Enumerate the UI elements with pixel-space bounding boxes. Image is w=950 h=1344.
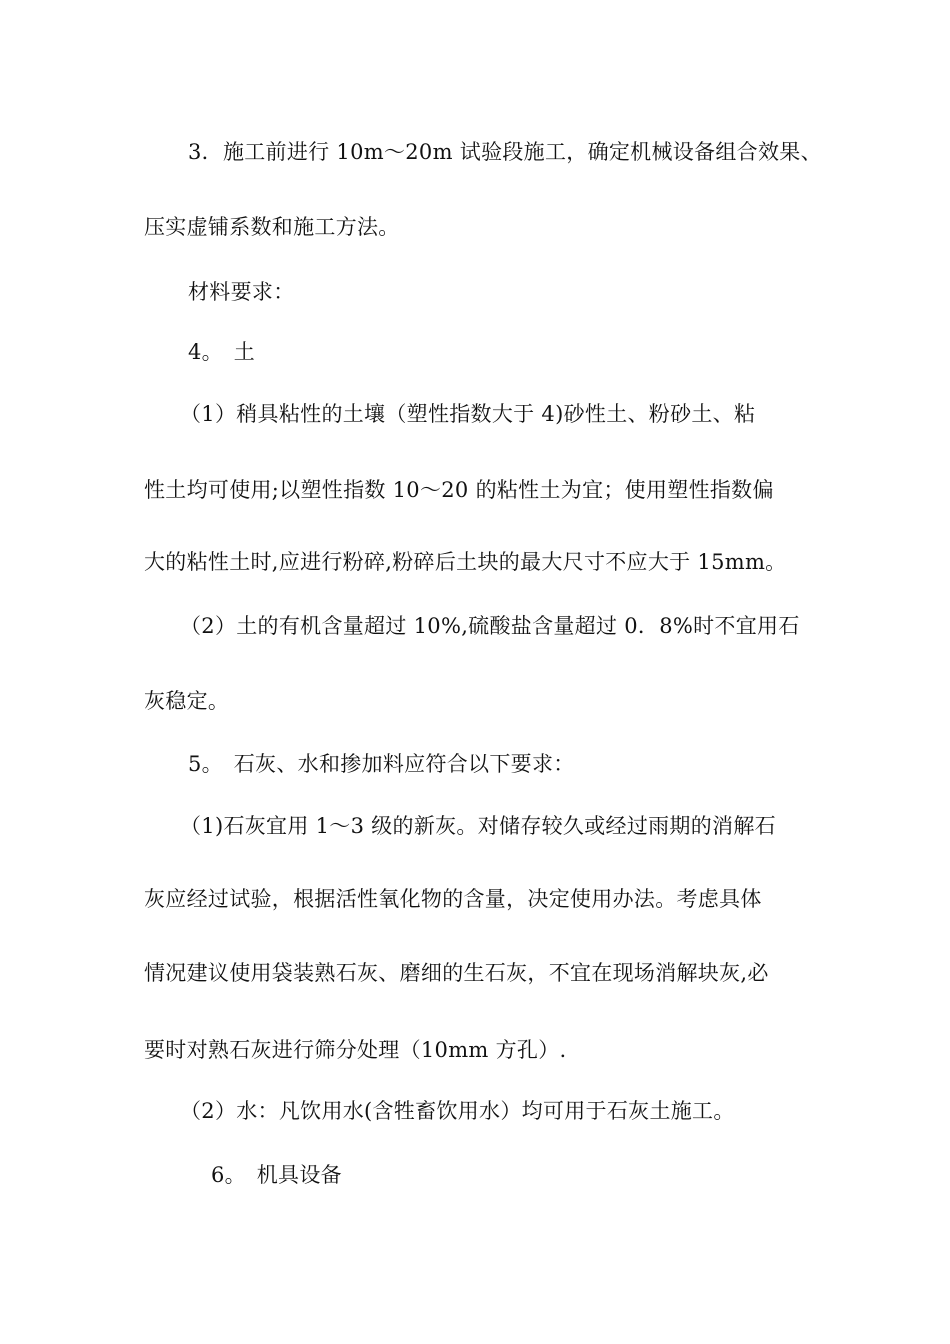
text-line: 灰稳定。 xyxy=(144,689,230,713)
text-line: 情况建议使用袋装熟石灰、磨细的生石灰，不宜在现场消解块灰,必 xyxy=(144,961,769,985)
text-line: 性土均可使用;以塑性指数 10～20 的粘性土为宜；使用塑性指数偏 xyxy=(144,478,774,502)
text-line: （1)石灰宜用 1～3 级的新灰。对储存较久或经过雨期的消解石 xyxy=(180,814,776,838)
section-heading: 5。 石灰、水和掺加料应符合以下要求： xyxy=(188,752,575,776)
text-line: 3．施工前进行 10m～20m 试验段施工，确定机械设备组合效果、 xyxy=(188,140,822,164)
section-heading: 6。 机具设备 xyxy=(211,1163,342,1187)
text-line: 大的粘性土时,应进行粉碎,粉碎后土块的最大尺寸不应大于 15mm。 xyxy=(144,550,787,574)
text-line: 压实虚铺系数和施工方法。 xyxy=(144,215,400,239)
text-line: （2）水：凡饮用水(含牲畜饮用水）均可用于石灰土施工。 xyxy=(180,1099,735,1123)
text-line: 要时对熟石灰进行筛分处理（10mm 方孔）. xyxy=(144,1038,567,1062)
section-heading: 材料要求： xyxy=(188,280,295,304)
text-line: （2）土的有机含量超过 10%,硫酸盐含量超过 0．8%时不宜用石 xyxy=(180,614,800,638)
text-line: （1）稍具粘性的土壤（塑性指数大于 4)砂性土、粉砂土、粘 xyxy=(180,402,756,426)
section-heading: 4。 土 xyxy=(188,340,256,364)
text-line: 灰应经过试验，根据活性氧化物的含量，决定使用办法。考虑具体 xyxy=(144,887,762,911)
